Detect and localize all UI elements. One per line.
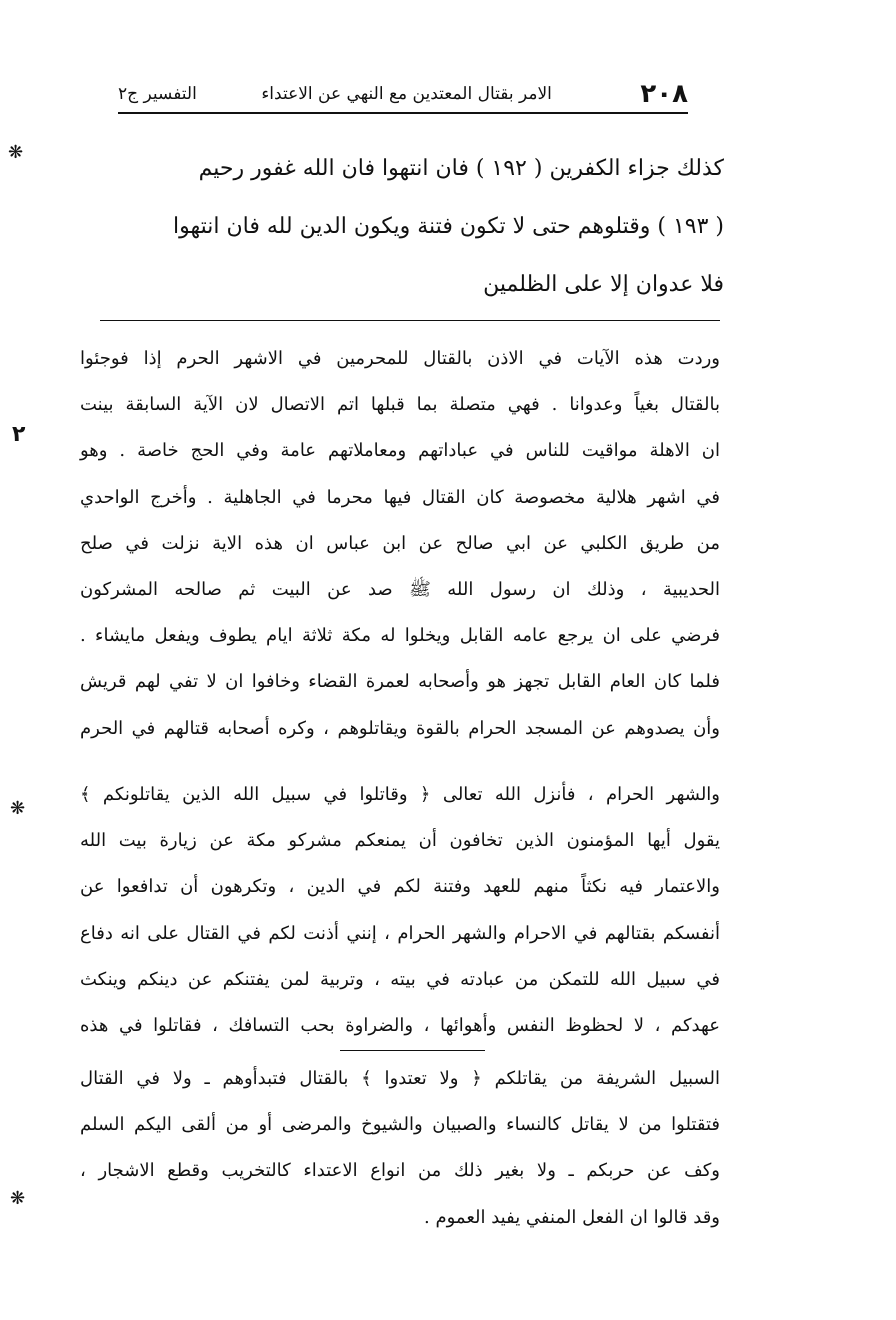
commentary-line: يقول أيها المؤمنون الذين تخافون أن يمنعكم مشركو مكة عن زيارة بيت الله bbox=[80, 830, 720, 852]
running-title: الامر بقتال المعتدين مع النهي عن الاعتداء bbox=[261, 84, 552, 104]
commentary-block bbox=[80, 772, 720, 1049]
commentary-block bbox=[80, 1056, 720, 1241]
commentary-line: فرضي على ان يرجع عامه القابل ويخلوا له مكة ثلاثة ايام يطوف ويفعل مايشاء . bbox=[80, 625, 720, 647]
quran-verses bbox=[84, 140, 724, 314]
margin-ornament-icon: ❋ bbox=[8, 142, 24, 163]
commentary-line: بالقتال بغياً وعدوانا . فهي متصلة بما قبلها اتم الاتصال لان الآية السابقة بينت bbox=[80, 394, 720, 416]
verse-line: كذلك جزاء الكفرين ( ١٩٢ ) فان انتهوا فان الله غفور رحيم bbox=[198, 156, 724, 181]
page-number: ٢٠٨ bbox=[640, 79, 688, 109]
commentary-line: عهدكم ، لا لحظوظ النفس وأهوائها ، والضراوة بحب التسافك ، فقاتلوا في هذه bbox=[80, 1015, 720, 1037]
commentary-line: وأن يصدوهم عن المسجد الحرام بالقوة ويقاتلوهم ، وكره أصحابه قتالهم في الحرم bbox=[80, 717, 720, 739]
margin-ornament-icon: ❋ bbox=[10, 798, 26, 819]
commentary-line: في سبيل الله للتمكن من عبادته في بيته ، وتربية لمن يفتنكم عن دينكم وينكث bbox=[80, 968, 720, 990]
commentary-line: وكف عن حربكم ـ ولا بغير ذلك من انواع الاعتداء كالتخريب وقطع الاشجار ، bbox=[80, 1160, 720, 1182]
commentary-line: وقد قالوا ان الفعل المنفي يفيد العموم . bbox=[424, 1206, 720, 1228]
commentary-line: والشهر الحرام ، فأنزل الله تعالى ﴿ وقاتلوا في سبيل الله الذين يقاتلونكم ﴾ bbox=[80, 784, 720, 805]
commentary-line: في اشهر هلالية مخصوصة كان القتال فيها محرما في الجاهلية . وأخرج الواحدي bbox=[80, 486, 720, 508]
commentary-line: فلما كان العام القابل تجهز هو وأصحابه لعمرة القضاء وخافوا ان لا تفي لهم قريش bbox=[80, 671, 720, 693]
commentary-line: ان الاهلة مواقيت للناس في عباداتهم ومعاملاتهم عامة وفي الحج خاصة . وهو bbox=[80, 440, 720, 462]
margin-ornament-icon: ❋ bbox=[10, 1188, 26, 1209]
commentary-line: أنفسكم بقتالهم في الاحرام والشهر الحرام ، إنني أذنت لكم في القتال على انه دفاع bbox=[80, 922, 720, 944]
commentary-line: والاعتمار فيه نكثاً منهم للعهد وفتنة لكم في الدين ، وتكرهون أن تدافعوا عن bbox=[80, 876, 720, 898]
verse-divider bbox=[100, 320, 720, 321]
section-divider bbox=[340, 1050, 485, 1051]
commentary-line: من طريق الكلبي عن ابي صالح عن ابن عباس ان هذه الاية نزلت في صلح bbox=[80, 532, 720, 554]
verse-line: فلا عدوان إلا على الظلمين bbox=[483, 272, 724, 297]
commentary-line: الحديبية ، وذلك ان رسول الله ﷺ صد عن البيت ثم صالحه المشركون bbox=[80, 579, 720, 601]
verse-line: ( ١٩٣ ) وقتلوهم حتى لا تكون فتنة ويكون الدين لله فان انتهوا bbox=[172, 214, 724, 239]
page-header bbox=[118, 76, 688, 114]
margin-marker: ٢ bbox=[12, 422, 26, 447]
commentary-line: وردت هذه الآيات في الاذن بالقتال للمحرمين في الاشهر الحرم إذا فوجئوا bbox=[80, 348, 720, 369]
commentary-line: السبيل الشريفة من يقاتلكم ﴿ ولا تعتدوا ﴾ بالقتال فتبدأوهم ـ ولا في القتال bbox=[80, 1068, 720, 1089]
book-reference: التفسير ج٢ bbox=[118, 84, 197, 104]
commentary-block bbox=[80, 336, 720, 752]
commentary-line: فتقتلوا من لا يقاتل كالنساء والصبيان والشيوخ والمرضى أو من ألقى اليكم السلم bbox=[80, 1114, 720, 1136]
